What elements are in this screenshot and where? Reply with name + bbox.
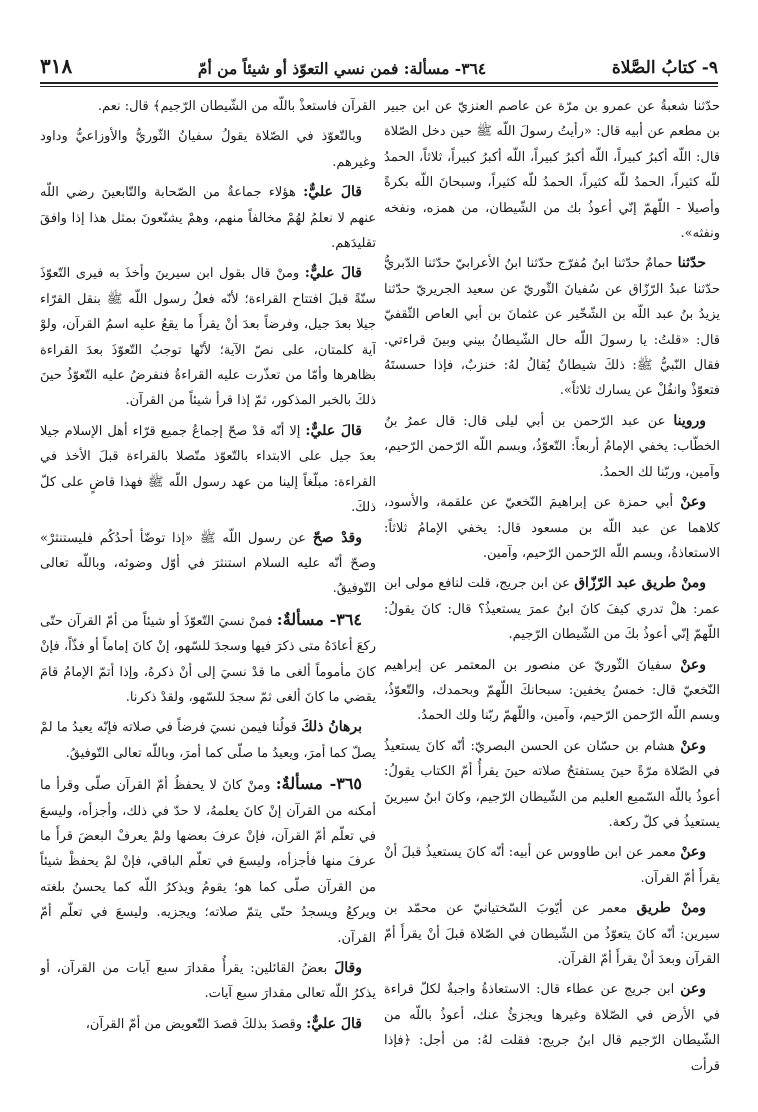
paragraph-lead: وقدْ صحّ xyxy=(312,529,362,546)
paragraph-lead: قالَ عليٌّ: xyxy=(304,265,362,282)
paragraph xyxy=(40,1012,376,1037)
issue-title: ٣٦٤- مسألة: فمن نسي التعوّذ أو شيئاً من أمّ xyxy=(197,59,487,78)
paragraph xyxy=(384,409,720,485)
paragraph-lead: قالَ عليٌّ: xyxy=(306,1015,362,1032)
paragraph-text: ومنْ قال بقول ابن سيرينَ وأخذَ به فيرى التّعوّذَ سنّةً قبلَ افتتاح القراءة؛ لأنّه فعلُ رسول اللّه ﷺ بنقل القرّاء جيلا بعدَ جيل، وفرضاً بعدَ أنْ يقرأَ ما يقعُ عليه اسمُ القرآن، ولوْ آية كلمتان، على نصّ الآية؛ لأنّها توجبُ التّعوّذَ بعدَ القراءة بظاهرها وأمّا من تعذّرت عليه القراءةُ فنفرضُ عليه التّعوّذُ حينَ ذلكَ بالخبر المذكور، ثمّ إذا قرأ شيئاً من القرآن. xyxy=(40,266,376,409)
paragraph-text: وبالتّعوّذ في الصّلاة يقولُ سفيانُ الثّوريُّ والأوزاعيُّ وداود وغيرهم. xyxy=(40,129,376,170)
paragraph-lead: قالَ عليٌّ: xyxy=(305,422,362,439)
paragraph xyxy=(40,607,376,711)
paragraph xyxy=(384,653,720,729)
paragraph-text: القرآن فاستعذْ باللّه من الشّيطان الرّجيم﴾ قال: نعم. xyxy=(97,99,376,114)
paragraph-text: بعضُ القائلين: يقرأُ مقدارَ سبع آيات من القرآن، أو يذكرُ اللّه تعالى مقدارَ سبع آيات. xyxy=(40,961,376,1002)
paragraph-text: حمامٌ حدّثنا ابنُ مُفرّج حدّثنا ابنُ الأعرابيّ حدّثنا الدّبريُّ حدّثنا عبدُ الرّزّاق عن سُفيانَ الثّوريّ عن سعيد الجريريّ حدّثنا يزيدُ بنُ عبد اللّه بن الشّخّير عن عثمانَ بن أبي العاص الثّقفيّ قال: «قلتُ: يا رسولَ اللّه حال الشّيطانُ بيني وبينَ قراءتي. فقال النّبيُّ ﷺ: ذلكَ شيطانٌ يُقالُ لهُ: خنزبٌ، فإذا حسستَهُ فتعوّذْ وانفُلْ عن يسارك ثلاثاً». xyxy=(384,256,720,399)
paragraph xyxy=(384,251,720,403)
paragraph xyxy=(40,261,376,413)
paragraph-text: ابن جريج عن عطاء قال: الاستعاذةُ واجبةٌ لكلّ قراءة في الأرض في الصّلاة وغيرها ويجزئُ عنك، أعوذُ باللّه من الشّيطان الرّجيم قال ابنُ جريج: فقلت لهُ: من أجل: ﴿فإذا قرأت xyxy=(384,982,720,1074)
paragraph xyxy=(40,956,376,1007)
paragraph-text: عن ابن جريج، قلت لنافع مولى ابن عمر: هلْ تدري كيفَ كانَ ابنُ عمرَ يستعيذُ؟ قال: كانَ يقولُ: اللّهمّ إنّي أعوذُ بكَ من الشّيطان الرّجيم. xyxy=(384,576,720,643)
paragraph-lead: حدّثنا xyxy=(677,255,706,272)
running-header xyxy=(40,44,718,78)
paragraph-lead: ٣٦٥- مسألةٌ: xyxy=(275,774,362,794)
paragraph-lead: وعنْ xyxy=(680,494,706,511)
paragraph-text: حدّثنا شعبةُ عن عمرو بن مرّة عن عاصم العنزيّ عن ابن جبير بن مطعم عن أبيه قال: «رأيتُ رسولَ اللّه ﷺ حين دخل الصّلاة قال: اللّه أكبرُ كبيراً، اللّه أكبرُ كبيراً، اللّه أكبرُ كبيراً، ثلاثاً، الحمدُ للّه كثيراً، الحمدُ للّه كثيراً، الحمدُ للّه كثيراً، وسبحانَ اللّه بكرةً وأصيلا - اللّهمّ إنّي أعوذُ بك من الشّيطان، من همزه، ونفخه ونفثه». xyxy=(384,99,720,242)
paragraph-text: معمر عن أيّوبَ السّختيانيّ عن محمّد بن سيرين: أنّه كانَ يتعوّذُ من الشّيطان في الصّلاة قبلَ أنْ يقرأَ أمّ القرآن وبعدَ أنْ يقرأَ أمّ القرآن. xyxy=(384,901,720,967)
paragraph-text: عن رسول اللّه ﷺ «إذا توضّأ أحدُكُم فليستنثرْ» وصحّ أنّه عليه السلام استنثرَ في أوّل وضوئه، وباللّه تعالى التّوفيقُ. xyxy=(40,530,376,597)
paragraph xyxy=(384,94,720,246)
paragraph xyxy=(40,94,376,119)
header-rule xyxy=(40,82,718,87)
paragraph xyxy=(40,715,376,766)
paragraph-text: قولُنا فيمن نسيَ فرضاً في صلاته فإنّه يعيدُ ما لمْ يصلّ كما أمرَ، ويعيدُ ما صلّى كما أمرَ، وباللّه تعالى التّوفيقُ. xyxy=(40,720,376,761)
paragraph-text: أبي حمزة عن إبراهيمَ النّخعيّ عن علقمة، والأسود، كلاهما عن عبد اللّه بن مسعود قال: يخفي الإمامُ ثلاثاً: الاستعاذةُ، وبسم اللّه الرّحمن الرّحيم، وآمين. xyxy=(384,495,720,561)
paragraph-lead: برهانُ ذلكَ xyxy=(301,719,362,736)
paragraph-lead: ومنْ طريق xyxy=(636,900,706,917)
paragraph-lead: قالَ عليٌّ: xyxy=(303,184,362,201)
chapter-title: ٩- كتابُ الصَّلاة xyxy=(611,58,718,78)
paragraph-text: فمنْ نسيَ التّعوّذَ أو شيئاً من أمّ القرآن حتّى ركعَ أعادَهُ متى ذكرَ فيها وسجدَ للسّهو، إنْ كانَ إماماً أو فذّاً، فإنْ كانَ مأموماً ألغى ما قدْ نسيَ إلى أنْ ذكرهُ، وإذا أتمّ الإمامُ قامَ يقضي ما كانَ ألغى ثمّ سجدَ للسّهو، ولقدْ ذكرنا. xyxy=(40,613,376,705)
paragraph-text: سفيانَ الثّوريّ عن منصور بن المعتمر عن إبراهيم النّخعيّ قال: خمسٌ يخفين: سبحانكَ اللّهمّ وبحمدك، والتّعوّذُ، وبسم اللّه الرّحمن الرّحيم، وآمين، واللّهمّ ربّنا ولك الحمدُ. xyxy=(384,657,720,724)
paragraph xyxy=(40,419,376,521)
paragraph-lead: وعنْ xyxy=(680,656,706,673)
page-number: ٣١٨ xyxy=(40,54,73,78)
paragraph-lead: وروينا xyxy=(673,412,706,429)
paragraph-lead: وقالَ xyxy=(334,960,362,976)
paragraph xyxy=(40,526,376,602)
paragraph xyxy=(40,771,376,951)
paragraph xyxy=(384,977,720,1079)
paragraph-text: معمر عن ابن طاووس عن أبيه: أنّه كانَ يستعيذُ قبلَ أنْ يقرأَ أمّ القرآن. xyxy=(384,845,720,886)
paragraph-text: ومنْ كانَ لا يحفظُ أمّ القرآن صلّى وقرأ ما أمكنه من القرآن إنْ كانَ يعلمهُ، لا حدّ في ذلك، وأجزأه، وليسعَ في تعلّم أمّ القرآن، فإنْ عرفَ بعضها ولمْ يعرفْ البعضَ قرأَ ما عرفَ منها فأجزأه، وليسعَ في تعلّم الباقي، فإنْ لمْ يحفظْ شيئاً من القرآن صلّى كما هو؛ يقومُ ويذكرُ اللّه كما يحسنُ بلغته ويركعُ ويسجدُ حتّى يتمّ صلاته؛ ويجزيه. وليسعَ في تعلّم أمّ القرآن. xyxy=(40,778,376,946)
paragraph-text: وقصدَ بذلكَ قصدَ التّعويض من أمّ القرآن، xyxy=(85,1016,307,1032)
paragraph xyxy=(384,571,720,647)
paragraph-text: هؤلاء جماعةٌ من الصّحابة والتّابعينَ رضي اللّه عنهم لا نعلمُ لهُمْ مخالفاً منهم، وهمْ يشنّعونَ بمثل هذا إذا وافقَ تقليدَهم. xyxy=(40,185,376,252)
paragraph xyxy=(384,734,720,836)
paragraph-lead: ٣٦٤- مسألةٌ: xyxy=(276,609,362,629)
right-column xyxy=(384,94,720,1094)
paragraph xyxy=(384,840,720,891)
paragraph-lead: وعن xyxy=(680,981,706,998)
paragraph xyxy=(384,896,720,972)
paragraph-lead: وعنْ xyxy=(680,844,706,861)
paragraph xyxy=(384,490,720,566)
paragraph-text: هشام بن حسّان عن الحسن البصريّ: أنّه كانَ يستعيذُ في الصّلاة مرّةً حينَ يستفتحُ صلاته حينَ يقرأُ أمّ الكتاب يقولُ: أعوذُ باللّه السّميع العليم من الشّيطان الرّجيم، وكانَ ابنُ سيرينَ يستعيذُ في كلّ ركعة. xyxy=(384,738,720,830)
paragraph-lead: وعنْ xyxy=(680,737,706,754)
paragraph xyxy=(40,180,376,256)
paragraph xyxy=(40,124,376,175)
paragraph-text: إلا أنّه قدْ صحّ إجماعُ جميع قرّاء أهل الإسلام جيلا بعدَ جيل على الابتداء بالتّعوّذ متّصلا بالقراءة قبلَ الأخذ في القراءة: مبلّغاً إلينا من عهد رسول اللّه ﷺ فهذا قاضٍ على كلّ ذلكَ. xyxy=(40,423,376,516)
paragraph-text: عن عبد الرّحمن بن أبي ليلى قال: قال عمرُ بنُ الخطّاب: يخفي الإمامُ أربعاً: التّعوّذُ، وبسم اللّه الرّحمن الرّحيم، وآمين، وربّنا لك الحمدُ. xyxy=(384,413,720,480)
paragraph-lead: ومنْ طريق عبد الرّزّاق xyxy=(574,575,706,592)
left-column xyxy=(40,94,376,1094)
